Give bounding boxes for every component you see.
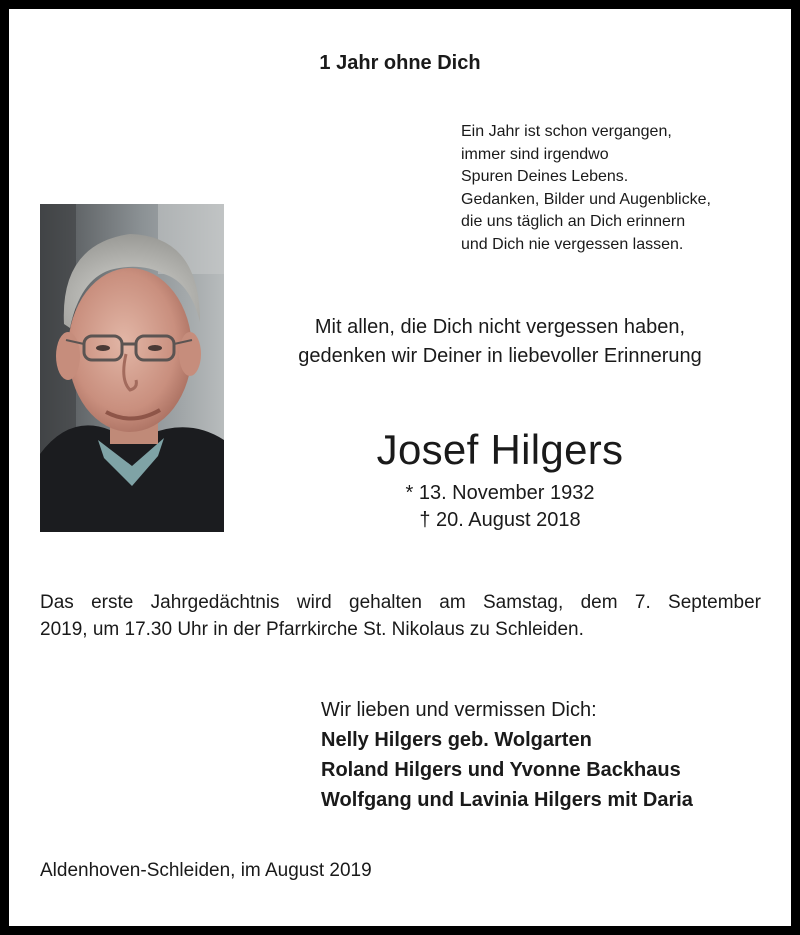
poem-line: Gedanken, Bilder und Augenblicke, [461,190,711,208]
obituary-notice [9,9,791,926]
family-member: Nelly Hilgers geb. Wolgarten [321,729,592,751]
family-intro: Wir lieben und vermissen Dich: [321,699,597,721]
life-dates [209,480,791,534]
family-member: Wolfgang und Lavinia Hilgers mit Daria [321,789,693,811]
notice-heading: 1 Jahr ohne Dich [319,52,481,74]
portrait-illustration [40,204,224,532]
poem-line: immer sind irgendwo [461,145,609,163]
deceased-name: Josef Hilgers [376,426,624,473]
family-member: Roland Hilgers und Yvonne Backhaus [321,759,681,781]
remembrance-line-1: Mit allen, die Dich nicht vergessen haben, [314,316,686,338]
family-signatures [321,695,693,815]
poem-line: Spuren Deines Lebens. [461,168,629,185]
memorial-service-text [40,589,761,643]
poem [461,121,711,256]
poem-line: Ein Jahr ist schon vergangen, [461,123,672,140]
remembrance-line-2: gedenken wir Deiner in liebevoller Erinnerung [298,345,702,367]
place-and-date: Aldenhoven-Schleiden, im August 2019 [40,860,372,881]
portrait-photo [40,204,224,532]
poem-line: und Dich nie vergessen lassen. [461,235,684,253]
death-date: † 20. August 2018 [419,509,581,531]
remembrance-text [209,313,791,371]
poem-line: die uns täglich an Dich erinnern [461,213,686,230]
service-line-1: Das erste Jahrgedächtnis wird gehalten am Samstag, dem 7. September [40,592,761,613]
service-line-2: 2019, um 17.30 Uhr in der Pfarrkirche St. Nikolaus zu Schleiden. [40,619,584,640]
birth-date: * 13. November 1932 [405,482,595,504]
